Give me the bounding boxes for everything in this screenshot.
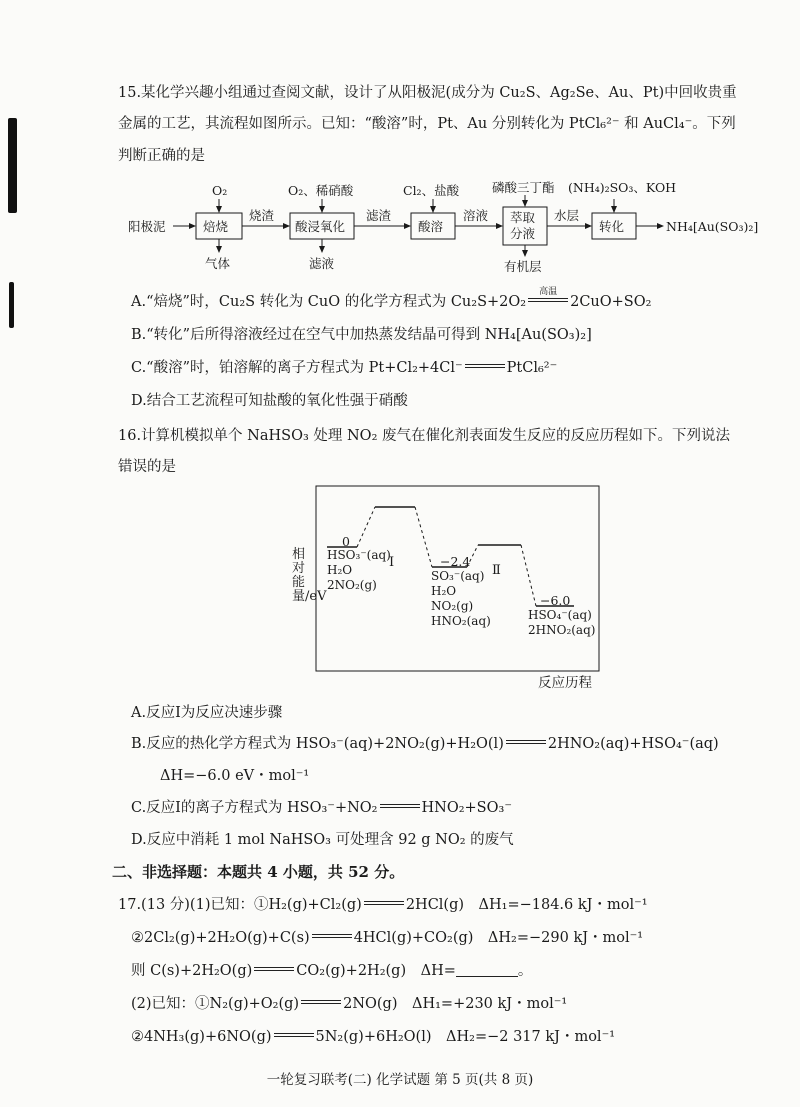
- q16-option-b-pre: B.反应的热化学方程式为 HSO₃⁻(aq)+2NO₂(g)+H₂O(l): [131, 736, 504, 752]
- q17-line3-mid: CO₂(g)+2H₂(g) ΔH=: [296, 963, 456, 979]
- reaction-label-I: Ⅰ: [389, 555, 395, 570]
- diagram-x-axis-label: 反应历程: [538, 675, 592, 691]
- level-2-species-1: HSO₄⁻(aq): [528, 608, 592, 622]
- q15-stem-line3: 判断正确的是: [118, 148, 205, 164]
- equation-sign: [506, 740, 546, 744]
- q15-option-a-post: 2CuO+SO₂: [570, 294, 652, 310]
- flow-convert-input: (NH₄)₂SO₃、KOH: [568, 180, 677, 195]
- q17-line3-pre: 则 C(s)+2H₂O(g): [131, 963, 253, 979]
- flow-arrow4-label: 水层: [554, 208, 580, 223]
- level-0-species-2: H₂O: [327, 563, 353, 577]
- equation-sign: [364, 901, 404, 905]
- equation-sign: [380, 804, 420, 808]
- level-0-value: 0: [342, 534, 350, 549]
- q15-option-c-post: PtCl₆²⁻: [506, 360, 558, 376]
- q17-line5-pre: ②4NH₃(g)+6NO(g): [131, 1029, 272, 1045]
- q17-line2-post: 4HCl(g)+CO₂(g) ΔH₂=−290 kJ・mol⁻¹: [353, 930, 644, 946]
- flow-roast-input: O₂: [212, 183, 228, 198]
- q15-stem-line1: 15.某化学兴趣小组通过查阅文献，设计了从阳极泥(成分为 Cu₂S、Ag₂Se、Au、Pt)中回收贵重: [118, 85, 737, 101]
- q17-line5-post: 5N₂(g)+6H₂O(l) ΔH₂=−2 317 kJ・mol⁻¹: [315, 1029, 616, 1045]
- level-1-value: −2.4: [440, 554, 471, 569]
- q16-option-c: [131, 798, 512, 818]
- q15-option-b: B.“转化”后所得溶液经过在空气中加热蒸发结晶可得到 NH₄[Au(SO₃)₂]: [131, 327, 592, 343]
- q15-stem-line2: 金属的工艺，其流程如图所示。已知：“酸溶”时，Pt、Au 分别转化为 PtCl₆²⁻ 和 AuCl₄⁻。下列: [118, 116, 736, 132]
- answer-blank[interactable]: [456, 962, 518, 977]
- level-0-species-3: 2NO₂(g): [327, 578, 377, 592]
- q17-line2-pre: ②2Cl₂(g)+2H₂O(g)+C(s): [131, 930, 310, 946]
- q16-option-b: [131, 734, 719, 754]
- q17-line4-pre: (2)已知：①N₂(g)+O₂(g): [131, 996, 300, 1012]
- diagram-y-axis-label: 相对能量/eV: [292, 547, 327, 604]
- level-0-species-1: HSO₃⁻(aq): [327, 548, 391, 562]
- q16-option-d: D.反应中消耗 1 mol NaHSO₃ 可处理含 92 g NO₂ 的废气: [131, 832, 514, 848]
- flow-acid-leach-input: O₂、稀硝酸: [288, 183, 354, 198]
- equation-sign: [274, 1033, 314, 1037]
- level-1-species-4: HNO₂(aq): [431, 614, 491, 628]
- q16-option-b-post: 2HNO₂(aq)+HSO₄⁻(aq): [547, 736, 719, 752]
- q17-line1: [118, 895, 648, 915]
- q16-option-a: A.反应Ⅰ为反应决速步骤: [131, 705, 283, 721]
- flow-arrow1-label: 烧渣: [249, 208, 275, 223]
- flow-extract-input: 磷酸三丁酯: [492, 180, 555, 195]
- flow-box-roast-label: 焙烧: [203, 219, 229, 234]
- page-footer: 一轮复习联考(二) 化学试题 第 5 页(共 8 页): [266, 1072, 534, 1088]
- q17-line3: [131, 961, 532, 981]
- q16-option-c-post: HNO₂+SO₃⁻: [421, 800, 512, 816]
- section-heading: 二、非选择题：本题共 4 小题，共 52 分。: [112, 863, 405, 881]
- reaction-condition: 高温: [539, 287, 558, 297]
- q17-line1-pre: 17.(13 分)(1)已知：①H₂(g)+Cl₂(g): [118, 897, 362, 913]
- flow-start-label: 阳极泥: [128, 219, 166, 234]
- q16-stem-line2: 错误的是: [118, 459, 176, 475]
- flow-acid-dissolve-input: Cl₂、盐酸: [403, 183, 460, 198]
- flow-arrow2-label: 滤渣: [366, 208, 392, 223]
- q16-option-b-line2: ΔH=−6.0 eV・mol⁻¹: [160, 768, 310, 784]
- ts1-left: [357, 507, 375, 547]
- flow-acid-leach-output: 滤液: [309, 256, 335, 271]
- level-1-species-1: SO₃⁻(aq): [431, 569, 485, 583]
- flow-box-acid-dissolve-label: 酸溶: [418, 219, 444, 234]
- reaction-label-II: Ⅱ: [492, 563, 501, 578]
- q16-stem-line1: 16.计算机模拟单个 NaHSO₃ 处理 NO₂ 废气在催化剂表面发生反应的反应历程如下。下列说法: [118, 428, 730, 444]
- level-2-species-2: 2HNO₂(aq): [528, 623, 596, 637]
- flow-end-product: NH₄[Au(SO₃)₂]: [666, 219, 759, 234]
- q16-option-c-pre: C.反应Ⅰ的离子方程式为 HSO₃⁻+NO₂: [131, 800, 378, 816]
- flow-box-extract-label2: 分液: [510, 226, 536, 241]
- q17-line5: [131, 1027, 615, 1047]
- equation-sign: [312, 934, 352, 938]
- equation-sign: [254, 967, 294, 971]
- flow-extract-output: 有机层: [504, 259, 542, 274]
- equation-sign: [301, 1000, 341, 1004]
- q17-line1-post: 2HCl(g) ΔH₁=−184.6 kJ・mol⁻¹: [405, 897, 648, 913]
- q15-option-a-pre: A.“焙烧”时，Cu₂S 转化为 CuO 的化学方程式为 Cu₂S+2O₂: [131, 294, 527, 310]
- q15-option-c-pre: C.“酸溶”时，铂溶解的离子方程式为 Pt+Cl₂+4Cl⁻: [131, 360, 463, 376]
- q15-option-d: D.结合工艺流程可知盐酸的氧化性强于硝酸: [131, 393, 408, 409]
- flow-box-acid-leach-label: 酸浸氧化: [295, 219, 346, 234]
- level-1-species-3: NO₂(g): [431, 599, 474, 613]
- level-1-species-2: H₂O: [431, 584, 457, 598]
- flow-box-convert-label: 转化: [599, 219, 625, 234]
- ts1-right: [415, 507, 432, 567]
- q17-line4-post: 2NO(g) ΔH₁=+230 kJ・mol⁻¹: [343, 996, 568, 1012]
- flow-box-extract-label1: 萃取: [510, 210, 536, 225]
- ts2-right: [521, 545, 536, 606]
- q17-line2: [131, 928, 643, 948]
- flow-arrow3-label: 溶液: [463, 208, 489, 223]
- flow-roast-output: 气体: [205, 256, 231, 271]
- q17-line4: [131, 994, 567, 1014]
- level-2-value: −6.0: [540, 593, 571, 608]
- q17-line3-post: 。: [517, 963, 533, 979]
